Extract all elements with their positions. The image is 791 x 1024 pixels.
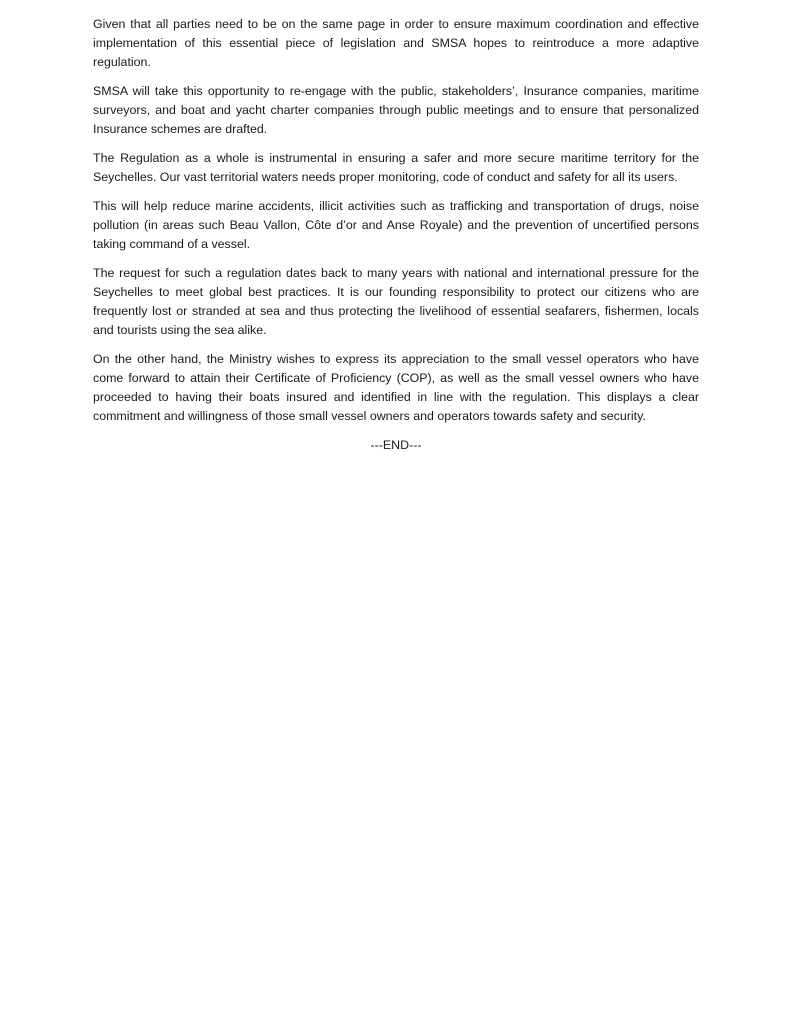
end-marker: ---END--- <box>370 438 422 452</box>
paragraph-regulation-instrumental: The Regulation as a whole is instrumental in ensuring a safer and more secure maritime territory for the Seychelles. Our vast territorial waters needs proper monitoring, code of conduct and safety for all its users. <box>93 151 699 184</box>
paragraph-coordination: Given that all parties need to be on the same page in order to ensure maximum coordination and effective implementation of this essential piece of legislation and SMSA hopes to reintroduce a more adaptive regulation. <box>93 17 699 69</box>
paragraph-reduce-accidents: This will help reduce marine accidents, illicit activities such as trafficking and transportation of drugs, noise pollution (in areas such Beau Vallon, Côte d’or and Anse Royale) and the prevention of uncertified persons taking command of a vessel. <box>93 199 699 251</box>
paragraph-ministry-appreciation: On the other hand, the Ministry wishes to express its appreciation to the small vessel operators who have come forward to attain their Certificate of Proficiency (COP), as well as the small vessel owners who have proceeded to having their boats insured and identified in line with the regulation. This displays a clear commitment and willingness of those small vessel owners and operators towards safety and security. <box>93 352 699 423</box>
document-body <box>93 15 699 455</box>
paragraph-request-history: The request for such a regulation dates back to many years with national and international pressure for the Seychelles to meet global best practices. It is our founding responsibility to protect our citizens who are frequently lost or stranded at sea and thus protecting the livelihood of essential seafarers, fishermen, locals and tourists using the sea alike. <box>93 266 699 337</box>
paragraph-smsa-reengage: SMSA will take this opportunity to re-engage with the public, stakeholders’, Insurance companies, maritime surveyors, and boat and yacht charter companies through public meetings and to ensure that personalized Insurance schemes are drafted. <box>93 84 699 136</box>
